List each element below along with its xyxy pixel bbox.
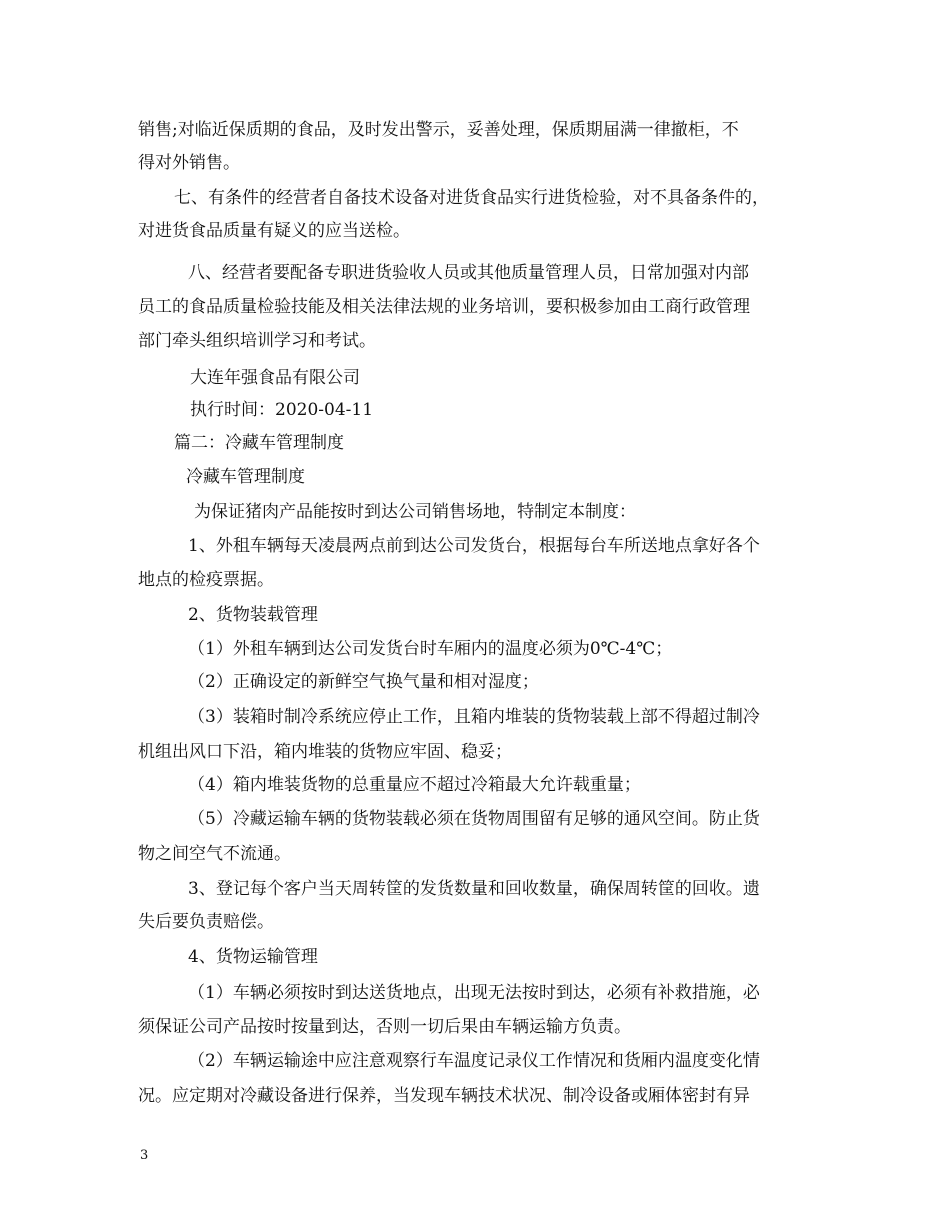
text-line: 况。应定期对冷藏设备进行保养，当发现车辆技术状况、制冷设备或厢体密封有异 (138, 1086, 750, 1106)
text-line: （1）外租车辆到达公司发货台时车厢内的温度必须为0℃-4℃； (188, 639, 673, 659)
text-line: 失后要负责赔偿。 (138, 912, 274, 932)
section-title: 冷藏车管理制度 (186, 467, 305, 487)
text-line: 为保证猪肉产品能按时到达公司销售场地，特制定本制度： (194, 502, 636, 522)
page-number: 3 (140, 1148, 149, 1163)
text-line: （2）车辆运输途中应注意观察行车温度记录仪工作情况和货厢内温度变化情 (188, 1051, 760, 1071)
text-line: 地点的检疫票据。 (138, 570, 274, 590)
text-line: 物之间空气不流通。 (138, 844, 291, 864)
text-line: 销售;对临近保质期的食品，及时发出警示，妥善处理，保质期届满一律撤柜，不 (138, 120, 739, 140)
text-line: 得对外销售。 (138, 153, 240, 173)
text-line: 八、经营者要配备专职进货验收人员或其他质量管理人员，日常加强对内部 (188, 263, 749, 283)
text-line: 3、登记每个客户当天周转筐的发货数量和回收数量，确保周转筐的回收。遗 (188, 879, 760, 899)
text-line: 七、有条件的经营者自备技术设备对进货食品实行进货检验，对不具备条件的， (174, 188, 769, 208)
text-line: 4、货物运输管理 (188, 947, 318, 967)
text-line: （3）装箱时制冷系统应停止工作，且箱内堆装的货物装载上部不得超过制冷 (188, 707, 760, 727)
text-line: （1）车辆必须按时到达送货地点，出现无法按时到达，必须有补救措施，必 (188, 983, 760, 1003)
text-line: 须保证公司产品按时按量到达，否则一切后果由车辆运输方负责。 (138, 1017, 631, 1037)
text-line: 1、外租车辆每天凌晨两点前到达公司发货台，根据每台车所送地点拿好各个 (188, 536, 760, 556)
company-name: 大连年强食品有限公司 (190, 368, 360, 388)
text-line: （5）冷藏运输车辆的货物装载必须在货物周围留有足够的通风空间。防止货 (188, 809, 760, 829)
text-line: （2）正确设定的新鲜空气换气量和相对湿度； (188, 672, 539, 692)
effective-date: 执行时间：2020-04-11 (190, 400, 374, 420)
text-line: 机组出风口下沿，箱内堆装的货物应牢固、稳妥； (138, 742, 512, 762)
text-line: 对进货食品质量有疑义的应当送检。 (138, 221, 410, 241)
text-line: 员工的食品质量检验技能及相关法律法规的业务培训，要积极参加由工商行政管理 (138, 297, 750, 317)
section-heading: 篇二：冷藏车管理制度 (174, 433, 344, 453)
text-line: 部门牵头组织培训学习和考试。 (138, 331, 376, 351)
text-line: （4）箱内堆装货物的总重量应不超过冷箱最大允许载重量； (188, 775, 641, 795)
text-line: 2、货物装载管理 (188, 605, 318, 625)
